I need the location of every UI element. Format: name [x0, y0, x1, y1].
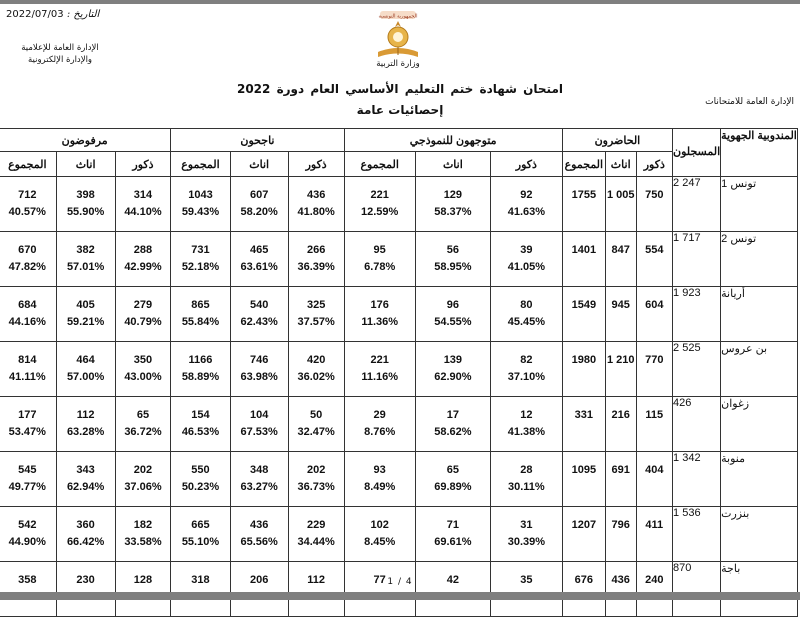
- date-value: 2022/07/03: [6, 9, 64, 20]
- table-row: [0, 177, 798, 232]
- directed-males-percent: 45.45%: [507, 316, 546, 328]
- passed-males-percent: 36.39%: [297, 261, 335, 273]
- cell-passed-total: [171, 562, 230, 617]
- header-passed-total: المجموع: [171, 152, 230, 177]
- failed-females-percent: 55.90%: [66, 206, 105, 218]
- cell-directed-females: [415, 342, 490, 397]
- cell-failed-females: [56, 342, 115, 397]
- failed-males-percent: 37.06%: [124, 481, 162, 493]
- failed-total-percent: 49.77%: [8, 481, 46, 493]
- region-name: زغوان: [721, 397, 798, 452]
- directed-males-count: 12: [520, 409, 533, 421]
- directed-total-count: 29: [373, 409, 386, 421]
- directed-females-percent: 58.95%: [434, 261, 472, 273]
- cell-passed-total: [171, 342, 230, 397]
- present-females: 436: [605, 562, 636, 617]
- cell-failed-females: [56, 287, 115, 342]
- directed-females-count: 17: [446, 409, 459, 421]
- passed-total-count: 665: [191, 519, 210, 531]
- exams-department: الإدارة العامة للامتحانات: [705, 97, 794, 107]
- table-row: [0, 342, 798, 397]
- passed-males-count: 436: [306, 189, 326, 201]
- failed-males-count: 314: [133, 189, 153, 201]
- present-females: 1 005: [605, 177, 636, 232]
- present-males: 115: [636, 397, 673, 452]
- cell-failed-females: [56, 452, 115, 507]
- date-label: التاريخ :: [66, 9, 100, 20]
- cell-failed-total: [0, 397, 56, 452]
- cell-directed-males: [490, 287, 562, 342]
- passed-females-count: 104: [249, 409, 269, 421]
- present-total: 1549: [562, 287, 605, 342]
- passed-females-count: 540: [249, 299, 269, 311]
- directed-total-percent: 8.76%: [364, 426, 396, 438]
- passed-males-count: 229: [306, 519, 326, 531]
- present-total: 1095: [562, 452, 605, 507]
- failed-males-percent: 36.72%: [124, 426, 162, 438]
- directed-females-count: 42: [446, 574, 459, 586]
- cell-passed-total: [171, 507, 230, 562]
- passed-males-percent: 41.80%: [297, 206, 335, 218]
- present-females: 945: [605, 287, 636, 342]
- passed-males-count: 325: [306, 299, 326, 311]
- directed-females-count: 65: [446, 464, 459, 476]
- region-name: بن عروس: [721, 342, 798, 397]
- directed-males-percent: 30.11%: [508, 481, 545, 493]
- passed-males-count: 50: [310, 409, 323, 421]
- cell-failed-total: [0, 507, 56, 562]
- failed-males-percent: 43.00%: [124, 371, 162, 383]
- header-passed-females: اناث: [230, 152, 288, 177]
- directed-total-percent: 11.36%: [361, 316, 399, 328]
- failed-males-count: 288: [133, 244, 153, 256]
- failed-males-count: 350: [133, 354, 153, 366]
- failed-total-count: 712: [18, 189, 37, 201]
- cell-passed-females: [230, 507, 288, 562]
- failed-males-count: 182: [133, 519, 153, 531]
- failed-males-percent: 33.58%: [124, 536, 162, 548]
- registered-count: 2 247: [673, 177, 721, 232]
- failed-females-count: 382: [76, 244, 95, 256]
- passed-males-count: 202: [306, 464, 326, 476]
- admin-line-1: الإدارة العامة للإعلامية: [21, 43, 99, 53]
- present-males: 604: [636, 287, 673, 342]
- directed-females-count: 56: [446, 244, 459, 256]
- directed-females-count: 129: [443, 189, 463, 201]
- failed-total-percent: 44.16%: [8, 316, 46, 328]
- region-name: باجة: [721, 562, 798, 617]
- cell-passed-females: [230, 177, 288, 232]
- cell-failed-total: [0, 177, 56, 232]
- registered-count: 1 717: [673, 232, 721, 287]
- header-directed-males: ذكور: [490, 152, 562, 177]
- page-bottom-border: [0, 592, 800, 600]
- registered-count: 2 525: [673, 342, 721, 397]
- emblem-core: [393, 32, 403, 42]
- present-males: 404: [636, 452, 673, 507]
- directed-females-count: 139: [443, 354, 463, 366]
- passed-total-count: 154: [191, 409, 210, 421]
- passed-females-count: 436: [249, 519, 269, 531]
- failed-males-count: 128: [133, 574, 153, 586]
- passed-total-count: 318: [191, 574, 210, 586]
- failed-males-percent: 42.99%: [124, 261, 162, 273]
- registered-count: 870: [673, 562, 721, 617]
- header-failed: مرفوضون: [0, 129, 171, 152]
- region-name: منوبة: [721, 452, 798, 507]
- failed-females-count: 405: [76, 299, 95, 311]
- header-directed-females: اناث: [415, 152, 490, 177]
- present-males: 770: [636, 342, 673, 397]
- present-total: 676: [562, 562, 605, 617]
- present-total: 1980: [562, 342, 605, 397]
- failed-total-count: 358: [18, 574, 37, 586]
- passed-males-percent: 34.44%: [297, 536, 335, 548]
- failed-total-count: 814: [18, 354, 37, 366]
- cell-passed-total: [171, 177, 230, 232]
- failed-females-count: 360: [76, 519, 95, 531]
- directed-total-percent: 8.49%: [364, 481, 396, 493]
- cell-passed-males: [288, 452, 344, 507]
- cell-failed-males: [115, 452, 171, 507]
- cell-directed-females: [415, 452, 490, 507]
- directed-females-percent: 69.61%: [434, 536, 472, 548]
- admin-line-2: والإدارة الإلكترونية: [27, 55, 93, 65]
- cell-passed-males: [288, 287, 344, 342]
- document-title: امتحان شهادة ختم التعليم الأساسي العام دورة 2022: [236, 82, 563, 96]
- directed-males-count: 31: [520, 519, 533, 531]
- failed-females-count: 398: [76, 189, 95, 201]
- cell-passed-total: [171, 397, 230, 452]
- page-number: 1 / 4: [387, 577, 413, 587]
- cell-failed-total: [0, 287, 56, 342]
- failed-total-count: 684: [18, 299, 37, 311]
- cell-directed-total: [344, 342, 415, 397]
- present-total: 1401: [562, 232, 605, 287]
- failed-total-percent: 40.57%: [8, 206, 46, 218]
- passed-males-count: 266: [306, 244, 326, 256]
- passed-total-percent: 55.84%: [181, 316, 220, 328]
- present-females: 216: [605, 397, 636, 452]
- cell-passed-males: [288, 507, 344, 562]
- directed-total-percent: 8.45%: [364, 536, 396, 548]
- present-females: 1 210: [605, 342, 636, 397]
- cell-directed-females: [415, 232, 490, 287]
- passed-males-count: 112: [307, 574, 326, 586]
- present-total: 1755: [562, 177, 605, 232]
- cell-failed-males: [115, 562, 171, 617]
- cell-directed-females: [415, 397, 490, 452]
- header-present-total: المجموع: [562, 152, 605, 177]
- passed-females-count: 746: [249, 354, 269, 366]
- present-females: 847: [605, 232, 636, 287]
- passed-females-count: 348: [249, 464, 269, 476]
- directed-total-count: 102: [370, 519, 389, 531]
- passed-total-percent: 58.89%: [181, 371, 220, 383]
- passed-total-count: 1043: [188, 189, 213, 201]
- cell-passed-females: [230, 452, 288, 507]
- directed-males-percent: 41.05%: [507, 261, 546, 273]
- cell-directed-females: [415, 507, 490, 562]
- passed-total-percent: 55.10%: [181, 536, 220, 548]
- header-present-females: اناث: [605, 152, 636, 177]
- table-row: [0, 452, 798, 507]
- emblem-flame: [395, 21, 401, 27]
- table-row: [0, 232, 798, 287]
- cell-failed-males: [115, 342, 171, 397]
- directed-males-count: 92: [520, 189, 533, 201]
- cell-directed-females: [415, 287, 490, 342]
- failed-males-count: 202: [133, 464, 153, 476]
- failed-females-percent: 63.28%: [66, 426, 105, 438]
- passed-total-count: 550: [191, 464, 210, 476]
- directed-females-percent: 58.62%: [434, 426, 472, 438]
- cell-failed-males: [115, 177, 171, 232]
- cell-failed-females: [56, 562, 115, 617]
- directed-total-count: 95: [373, 244, 386, 256]
- passed-females-percent: 63.27%: [240, 481, 278, 493]
- cell-failed-males: [115, 507, 171, 562]
- directed-total-count: 221: [370, 354, 389, 366]
- cell-directed-males: [490, 177, 562, 232]
- registered-count: 1 342: [673, 452, 721, 507]
- header-directed-total: المجموع: [344, 152, 415, 177]
- cell-passed-males: [288, 177, 344, 232]
- failed-females-percent: 57.01%: [66, 261, 105, 273]
- directed-females-percent: 54.55%: [434, 316, 472, 328]
- present-total: 1207: [562, 507, 605, 562]
- failed-females-count: 112: [76, 409, 95, 421]
- directed-females-percent: 69.89%: [434, 481, 472, 493]
- header-passed-males: ذكور: [288, 152, 344, 177]
- passed-females-percent: 65.56%: [240, 536, 278, 548]
- cell-directed-total: [344, 177, 415, 232]
- table-row: [0, 397, 798, 452]
- passed-females-percent: 58.20%: [240, 206, 278, 218]
- it-administration-block: [4, 42, 116, 66]
- passed-females-percent: 63.61%: [240, 261, 278, 273]
- region-name: تونس 2: [721, 232, 798, 287]
- passed-males-percent: 36.02%: [297, 371, 335, 383]
- directed-males-count: 39: [520, 244, 533, 256]
- passed-males-percent: 37.57%: [297, 316, 335, 328]
- cell-passed-males: [288, 397, 344, 452]
- cell-directed-males: [490, 507, 562, 562]
- directed-total-count: 77: [373, 574, 386, 586]
- directed-males-percent: 41.38%: [507, 426, 546, 438]
- directed-females-count: 71: [446, 519, 459, 531]
- cell-passed-total: [171, 232, 230, 287]
- cell-passed-females: [230, 397, 288, 452]
- header-region: المندوبية الجهوية: [721, 129, 798, 177]
- cell-directed-total: [344, 397, 415, 452]
- cell-failed-total: [0, 232, 56, 287]
- cell-directed-males: [490, 452, 562, 507]
- header-failed-total: المجموع: [0, 152, 56, 177]
- failed-total-percent: 53.47%: [8, 426, 46, 438]
- failed-females-percent: 62.94%: [66, 481, 105, 493]
- cell-passed-total: [171, 287, 230, 342]
- cell-failed-females: [56, 232, 115, 287]
- passed-total-count: 731: [191, 244, 210, 256]
- failed-males-percent: 44.10%: [124, 206, 162, 218]
- cell-directed-females: [415, 177, 490, 232]
- cell-failed-males: [115, 287, 171, 342]
- cell-passed-males: [288, 232, 344, 287]
- failed-total-count: 177: [18, 409, 37, 421]
- cell-passed-females: [230, 287, 288, 342]
- cell-directed-total: [344, 507, 415, 562]
- cell-passed-males: [288, 342, 344, 397]
- cell-failed-females: [56, 177, 115, 232]
- directed-males-percent: 30.39%: [507, 536, 546, 548]
- failed-females-count: 464: [76, 354, 95, 366]
- cell-directed-total: [344, 287, 415, 342]
- present-males: 411: [636, 507, 673, 562]
- directed-males-percent: 37.10%: [507, 371, 546, 383]
- passed-females-count: 206: [249, 574, 269, 586]
- directed-females-count: 96: [446, 299, 459, 311]
- cell-failed-males: [115, 397, 171, 452]
- failed-males-percent: 40.79%: [124, 316, 162, 328]
- date-row: [6, 9, 99, 20]
- failed-total-percent: 47.82%: [8, 261, 46, 273]
- passed-males-percent: 36.73%: [297, 481, 335, 493]
- region-name: أريانة: [721, 287, 798, 342]
- region-name: تونس 1: [721, 177, 798, 232]
- failed-males-count: 65: [136, 409, 150, 421]
- passed-total-count: 865: [191, 299, 210, 311]
- cell-passed-males: [288, 562, 344, 617]
- directed-total-percent: 11.16%: [361, 371, 399, 383]
- failed-total-percent: 44.90%: [8, 536, 46, 548]
- header-passed: ناجحون: [171, 129, 344, 152]
- cell-failed-total: [0, 452, 56, 507]
- passed-total-count: 1166: [188, 354, 213, 366]
- header-present: الحاضرون: [562, 129, 672, 152]
- failed-males-count: 279: [133, 299, 153, 311]
- present-females: 796: [605, 507, 636, 562]
- failed-females-percent: 66.42%: [66, 536, 105, 548]
- cell-failed-females: [56, 397, 115, 452]
- present-males: 240: [636, 562, 673, 617]
- directed-total-count: 221: [370, 189, 389, 201]
- passed-total-percent: 59.43%: [181, 206, 220, 218]
- failed-total-percent: 41.11%: [8, 371, 46, 383]
- directed-males-percent: 41.63%: [507, 206, 546, 218]
- passed-females-percent: 67.53%: [240, 426, 278, 438]
- region-name: بنزرت: [721, 507, 798, 562]
- cell-passed-females: [230, 342, 288, 397]
- passed-females-percent: 62.43%: [240, 316, 278, 328]
- passed-males-percent: 32.47%: [297, 426, 335, 438]
- ministry-emblem-icon: [368, 8, 428, 64]
- directed-males-count: 80: [520, 299, 533, 311]
- cell-directed-males: [490, 342, 562, 397]
- passed-total-percent: 46.53%: [181, 426, 220, 438]
- passed-males-count: 420: [306, 354, 326, 366]
- registered-count: 1 923: [673, 287, 721, 342]
- table-row: [0, 562, 798, 617]
- directed-females-percent: 58.37%: [434, 206, 472, 218]
- header-row-groups: [0, 129, 798, 152]
- cell-directed-total: [344, 562, 415, 617]
- failed-total-count: 545: [18, 464, 37, 476]
- cell-passed-total: [171, 452, 230, 507]
- passed-females-count: 607: [249, 189, 269, 201]
- passed-females-percent: 63.98%: [240, 371, 278, 383]
- passed-total-percent: 52.18%: [181, 261, 220, 273]
- failed-females-percent: 57.00%: [66, 371, 105, 383]
- cell-directed-total: [344, 232, 415, 287]
- failed-females-count: 230: [76, 574, 95, 586]
- cell-failed-males: [115, 232, 171, 287]
- header-registered: المسجلون: [673, 129, 721, 177]
- cell-directed-males: [490, 232, 562, 287]
- present-males: 750: [636, 177, 673, 232]
- failed-females-percent: 59.21%: [66, 316, 105, 328]
- failed-females-count: 343: [76, 464, 95, 476]
- failed-total-count: 542: [18, 519, 37, 531]
- cell-directed-males: [490, 562, 562, 617]
- directed-males-count: 35: [520, 574, 533, 586]
- cell-passed-females: [230, 232, 288, 287]
- cell-passed-females: [230, 562, 288, 617]
- ministry-banner-text: الجمهورية التونسية: [378, 13, 418, 20]
- directed-total-count: 176: [370, 299, 389, 311]
- registered-count: 1 536: [673, 507, 721, 562]
- directed-total-count: 93: [373, 464, 386, 476]
- cell-failed-total: [0, 342, 56, 397]
- header-failed-males: ذكور: [115, 152, 171, 177]
- header-failed-females: اناث: [56, 152, 115, 177]
- header-directed: متوجهون للنموذجي: [344, 129, 562, 152]
- document-subtitle: إحصائيات عامة: [356, 103, 444, 117]
- present-total: 331: [562, 397, 605, 452]
- cell-failed-total: [0, 562, 56, 617]
- directed-females-percent: 62.90%: [434, 371, 472, 383]
- results-table: [0, 128, 798, 617]
- page-top-border: [0, 0, 800, 4]
- directed-total-percent: 12.59%: [361, 206, 399, 218]
- directed-males-count: 82: [520, 354, 533, 366]
- header-present-males: ذكور: [636, 152, 673, 177]
- passed-females-count: 465: [249, 244, 269, 256]
- directed-total-percent: 6.78%: [364, 261, 396, 273]
- cell-directed-females: [415, 562, 490, 617]
- ministry-name: وزارة التربية: [376, 59, 420, 69]
- passed-total-percent: 50.23%: [181, 481, 220, 493]
- directed-males-count: 28: [520, 464, 533, 476]
- failed-total-count: 670: [18, 244, 37, 256]
- table-row: [0, 507, 798, 562]
- cell-directed-males: [490, 397, 562, 452]
- present-males: 554: [636, 232, 673, 287]
- cell-failed-females: [56, 507, 115, 562]
- registered-count: 426: [673, 397, 721, 452]
- cell-directed-total: [344, 452, 415, 507]
- ministry-logo: [368, 8, 428, 64]
- table-row: [0, 287, 798, 342]
- present-females: 691: [605, 452, 636, 507]
